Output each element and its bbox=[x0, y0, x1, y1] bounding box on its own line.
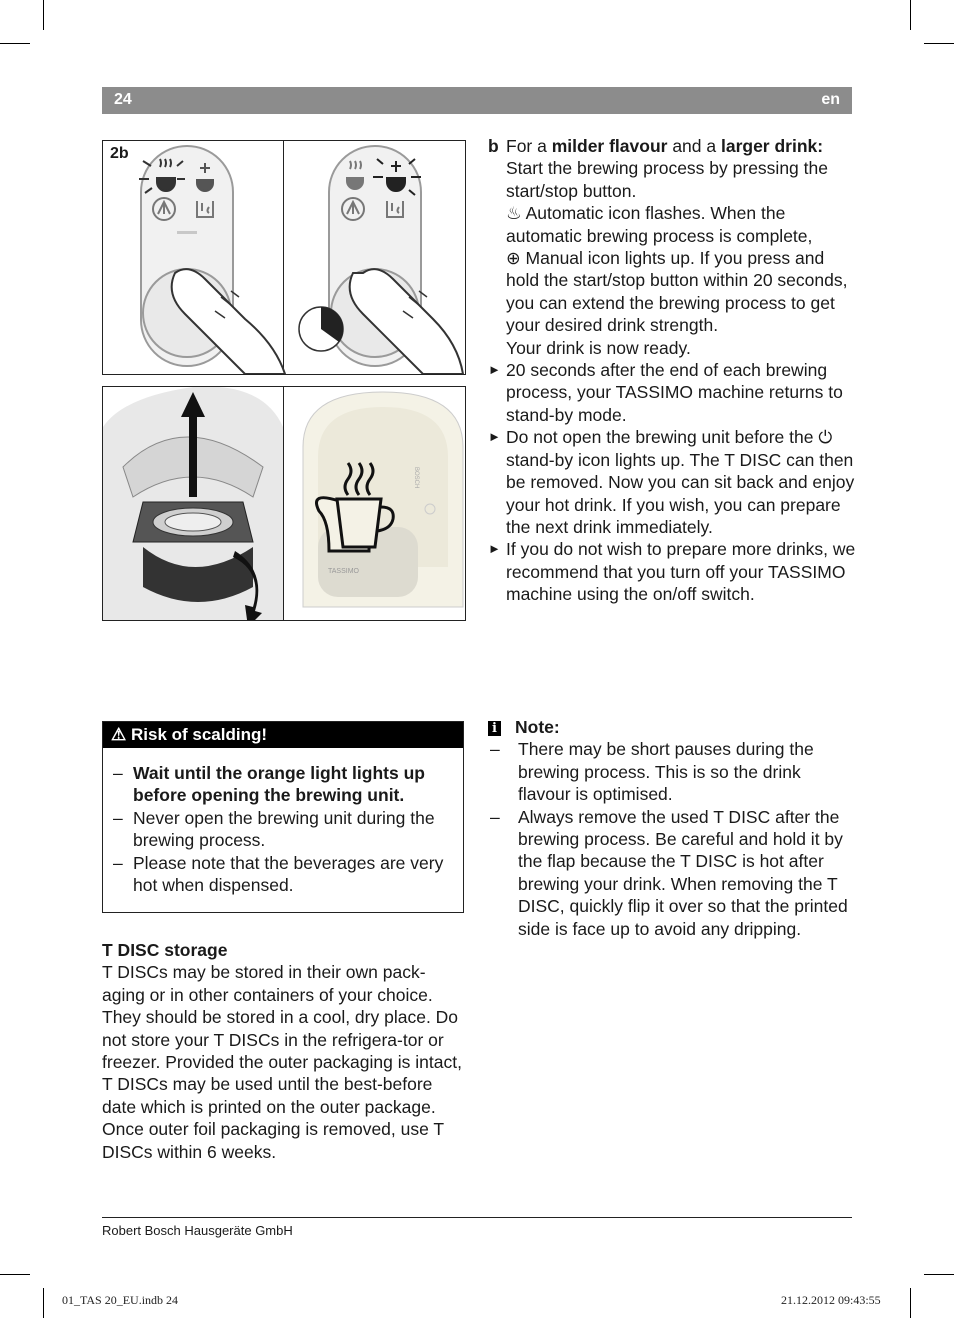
step-bold-text: milder flavour bbox=[551, 136, 668, 156]
storage-paragraph: T DISCs may be stored in their own pack-aging or in other containers of your choice. They should be stored in a cool, dry place. Do not store your T DISCs in the refrigera-tor or freezer. Provided the outer packaging is intact, T DISCs may be used until the best-before date which is printed on the outer package. bbox=[102, 962, 462, 1117]
warning-text: Please note that the beverages are very hot when dispensed. bbox=[133, 852, 444, 896]
section-heading: T DISC storage bbox=[102, 940, 228, 960]
bullet-text: If you do not wish to prepare more drinks, we recommend that you turn off your TASSIMO machine using the on/off switch. bbox=[506, 539, 856, 605]
step-b bbox=[488, 135, 856, 359]
crop-mark bbox=[0, 43, 30, 44]
footer-rule bbox=[102, 1217, 852, 1218]
step-text: and a bbox=[667, 136, 721, 156]
warning-text: Wait until the orange light lights up before opening the brewing unit. bbox=[133, 763, 425, 806]
print-slug-right: 21.12.2012 09:43:55 bbox=[781, 1293, 881, 1307]
figure-control-panel bbox=[102, 140, 466, 375]
crop-mark bbox=[910, 0, 911, 30]
storage-section bbox=[102, 939, 466, 1163]
crop-mark bbox=[43, 0, 44, 30]
bullet-item bbox=[488, 359, 856, 426]
step-text: For a bbox=[506, 136, 552, 156]
bullet-text: 20 seconds after the end of each brewing process, your TASSIMO machine returns to stand-by mode. bbox=[506, 360, 843, 425]
arrow-icon: ► bbox=[488, 429, 501, 445]
language-code: en bbox=[821, 91, 840, 108]
brewing-unit-illustration bbox=[103, 387, 465, 620]
page-header bbox=[102, 87, 852, 114]
step-text: Manual icon lights up. If you press and hold the start/stop button within 20 seconds, you can extend the brewing process to get your desired drink strength. bbox=[506, 248, 848, 336]
warning-item: – Wait until the orange light lights up before opening the brewing unit. bbox=[113, 763, 425, 806]
crop-mark bbox=[910, 1288, 911, 1318]
footer-company: Robert Bosch Hausgeräte GmbH bbox=[102, 1223, 293, 1238]
note-title: Note: bbox=[515, 717, 560, 737]
note-section bbox=[488, 716, 856, 940]
warning-item: – Please note that the beverages are very hot when dispensed. bbox=[113, 852, 444, 896]
bullet-text: stand-by icon lights up. The T DISC can then be removed. Now you can sit back and enjoy your hot drink. If you wish, you can prepare the next drink immediately. bbox=[506, 449, 855, 537]
warning-header bbox=[103, 722, 463, 748]
arrow-icon: ► bbox=[488, 541, 501, 557]
crop-mark bbox=[0, 1274, 30, 1275]
print-slug-left: 01_TAS 20_EU.indb 24 bbox=[62, 1293, 179, 1307]
machine-maker-text: BOSCH bbox=[413, 467, 419, 489]
warning-item: – Never open the brewing unit during the brewing process. bbox=[113, 807, 435, 851]
step-marker: b bbox=[488, 136, 499, 156]
warning-text: Never open the brewing unit during the brewing process. bbox=[133, 807, 435, 851]
note-item: – Always remove the used T DISC after the brewing process. Be careful and hold it by the flap because the T DISC is hot after brewing your drink. When removing the T DISC, quickly flip it over so that the printed side is face up to avoid any dripping. bbox=[490, 806, 848, 939]
step-text: Automatic icon flashes. When the automatic brewing process is complete, bbox=[506, 203, 813, 246]
bullet-item bbox=[488, 426, 856, 538]
warning-title: Risk of scalding! bbox=[130, 725, 268, 744]
power-icon: ⏻ bbox=[818, 427, 833, 448]
step-text: Start the brewing process by pressing the start/stop button. bbox=[506, 158, 828, 201]
note-item: – There may be short pauses during the brewing process. This is so the drink flavour is optimised. bbox=[490, 739, 814, 805]
bullet-item bbox=[488, 538, 856, 605]
step-text: Your drink is now ready. bbox=[506, 337, 691, 358]
info-icon: i bbox=[488, 721, 501, 736]
brewing-instructions bbox=[488, 135, 856, 606]
figure-brewing-unit bbox=[102, 386, 466, 621]
note-text: There may be short pauses during the brewing process. This is so the drink flavour is optimised. bbox=[518, 739, 814, 805]
note-text: Always remove the used T DISC after the brewing process. Be careful and hold it by the flap because the T DISC is hot after brewing your drink. When removing the T DISC, quickly flip it over so that the printed side is face up to avoid any dripping. bbox=[518, 806, 848, 939]
control-panel-illustration bbox=[103, 141, 465, 374]
timer-icon bbox=[299, 307, 343, 351]
machine-brand-text: TASSIMO bbox=[328, 568, 359, 575]
step-bold-text: larger drink: bbox=[720, 136, 824, 156]
bullet-text: Do not open the brewing unit before the bbox=[506, 427, 819, 448]
crop-mark bbox=[43, 1288, 44, 1318]
manual-icon: ⊕ bbox=[506, 248, 521, 269]
automatic-icon: ♨ bbox=[506, 203, 522, 224]
storage-paragraph: Once outer foil packaging is removed, use T DISCs within 6 weeks. bbox=[102, 1119, 444, 1162]
warning-triangle-icon: ⚠ bbox=[111, 725, 127, 744]
crop-mark bbox=[924, 43, 954, 44]
figure-label: 2b bbox=[110, 145, 129, 162]
arrow-icon: ► bbox=[488, 362, 501, 378]
crop-mark bbox=[924, 1274, 954, 1275]
warning-box bbox=[102, 721, 464, 913]
page-number: 24 bbox=[114, 91, 132, 108]
